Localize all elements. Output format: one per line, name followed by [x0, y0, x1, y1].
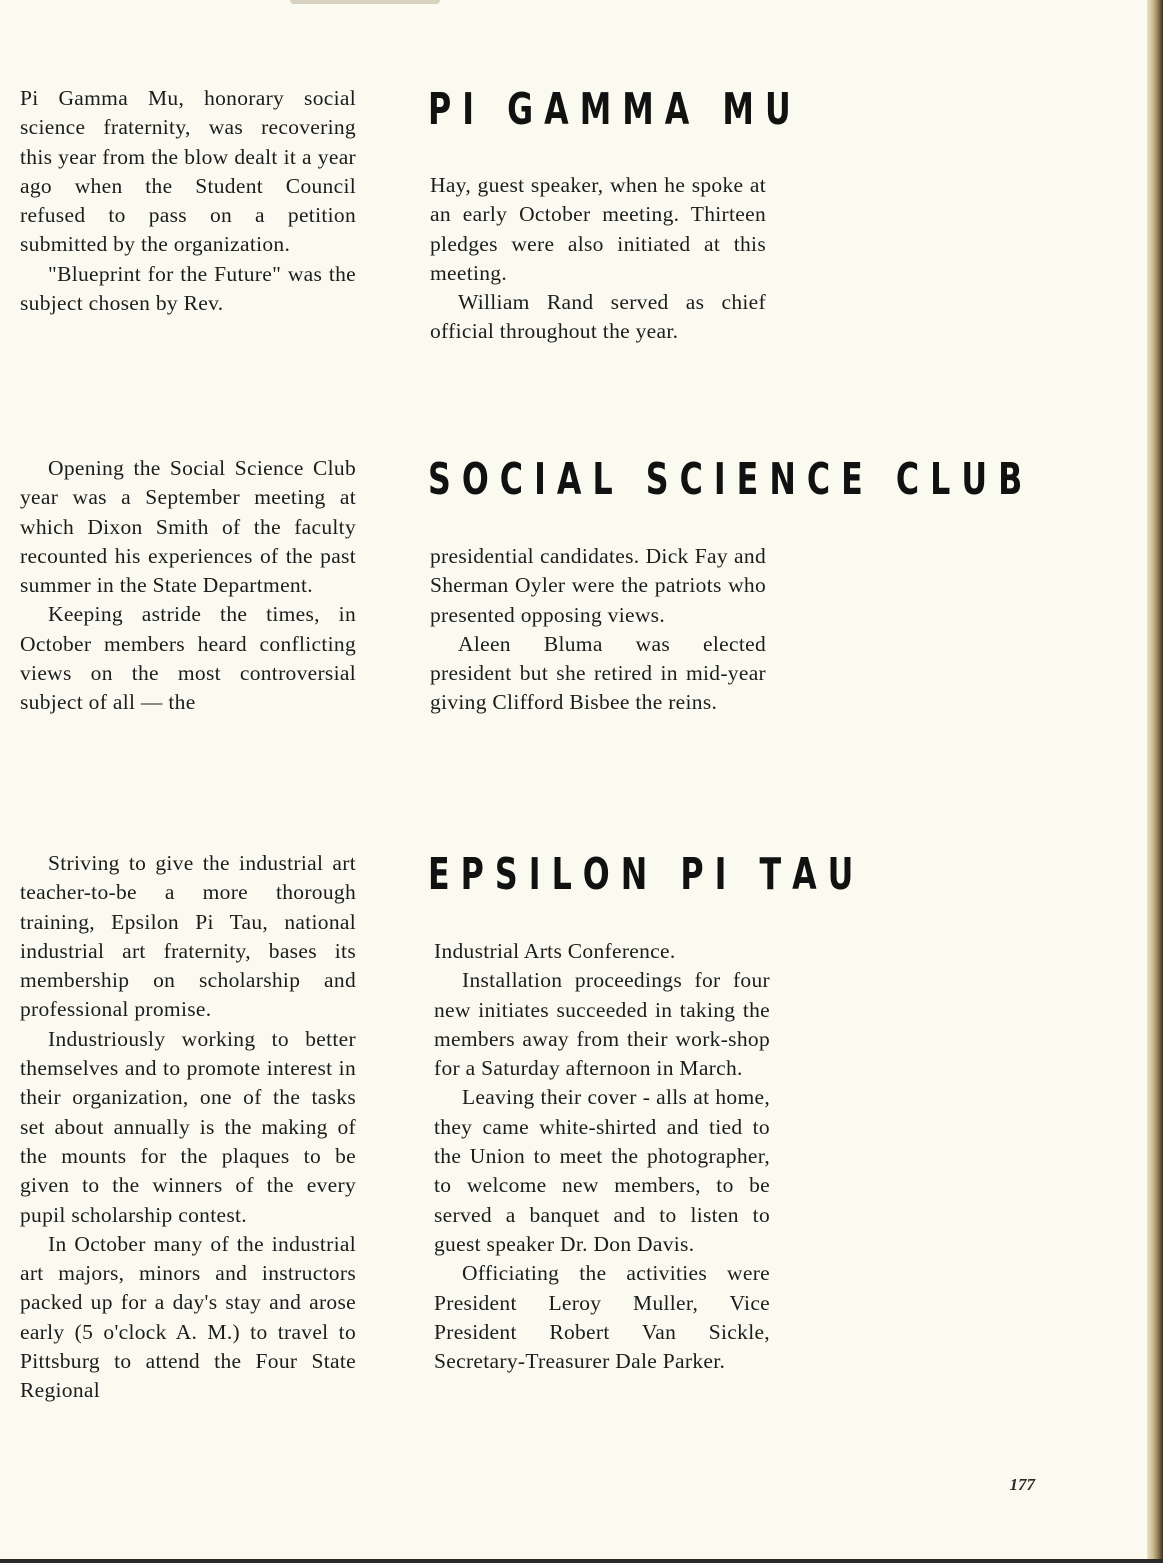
- paragraph: Industriously working to better themselves and to promote interest in their organization, one of the tasks set about annually is the making of the mounts for the plaques to be given to the winners of the every pupil scholarship contest.: [20, 1026, 356, 1227]
- pi-gamma-mu-right-column: [430, 171, 766, 347]
- paragraph: Industrial Arts Conference.: [434, 939, 676, 963]
- paragraph: presidential candidates. Dick Fay and Sherman Oyler were the patriots who presented opposing views.: [430, 544, 766, 627]
- paragraph: "Blueprint for the Future" was the subject chosen by Rev.: [20, 261, 356, 316]
- paragraph: Installation proceedings for four new initiates succeeded in taking the members away from their work-shop for a Saturday afternoon in March.: [434, 968, 770, 1081]
- social-science-club-left-column: [20, 454, 356, 718]
- paragraph: Opening the Social Science Club year was a September meeting at which Dixon Smith of the faculty recounted his experiences of the past summer in the State Department.: [20, 456, 356, 598]
- section-heading-pi-gamma-mu: P I G A M M A M U: [428, 84, 791, 135]
- paragraph: William Rand served as chief official throughout the year.: [430, 290, 766, 344]
- page-number: 177: [1009, 1475, 1035, 1494]
- paragraph: Pi Gamma Mu, honorary social science fraternity, was recovering this year from the blow dealt it a year ago when the Student Council refused to pass on a petition submitted by the organization.: [20, 86, 356, 257]
- page-bottom-rule: [0, 1559, 1163, 1563]
- pi-gamma-mu-left-column: [20, 84, 356, 318]
- paragraph: Officiating the activities were President Leroy Muller, Vice President Robert Van Sickle, Secretary-Treasurer Dale Parker.: [434, 1261, 770, 1374]
- paragraph: Keeping astride the times, in October members heard conflicting views on the most controversial subject of all — the: [20, 602, 356, 715]
- paragraph: Aleen Bluma was elected president but she retired in mid-year giving Clifford Bisbee the reins.: [430, 631, 766, 715]
- epsilon-pi-tau-right-column: [434, 937, 770, 1376]
- epsilon-pi-tau-left-column: [20, 849, 356, 1406]
- social-science-club-right-column: [430, 542, 766, 718]
- paragraph: Leaving their cover - alls at home, they came white-shirted and tied to the Union to meet the photographer, to welcome new members, to be served a banquet and to listen to guest speaker Dr. Don Davis.: [434, 1085, 770, 1256]
- paragraph: Striving to give the industrial art teacher-to-be a more thorough training, Epsilon Pi Tau, national industrial art fraternity, bases its membership on scholarship and professional promise.: [20, 851, 356, 1022]
- paragraph: Hay, guest speaker, when he spoke at an early October meeting. Thirteen pledges were also initiated at this meeting.: [430, 173, 766, 285]
- section-heading-social-science-club: S O C I A L S C I E N C E C L U B: [428, 454, 1023, 505]
- page-binding-edge: [1147, 0, 1163, 1563]
- paragraph: In October many of the industrial art majors, minors and instructors packed up for a day's stay and arose early (5 o'clock A. M.) to travel to Pittsburg to attend the Four State Regional: [20, 1231, 356, 1403]
- section-heading-epsilon-pi-tau: E P S I L O N P I T A U: [428, 849, 854, 900]
- page-top-mark: [290, 0, 440, 4]
